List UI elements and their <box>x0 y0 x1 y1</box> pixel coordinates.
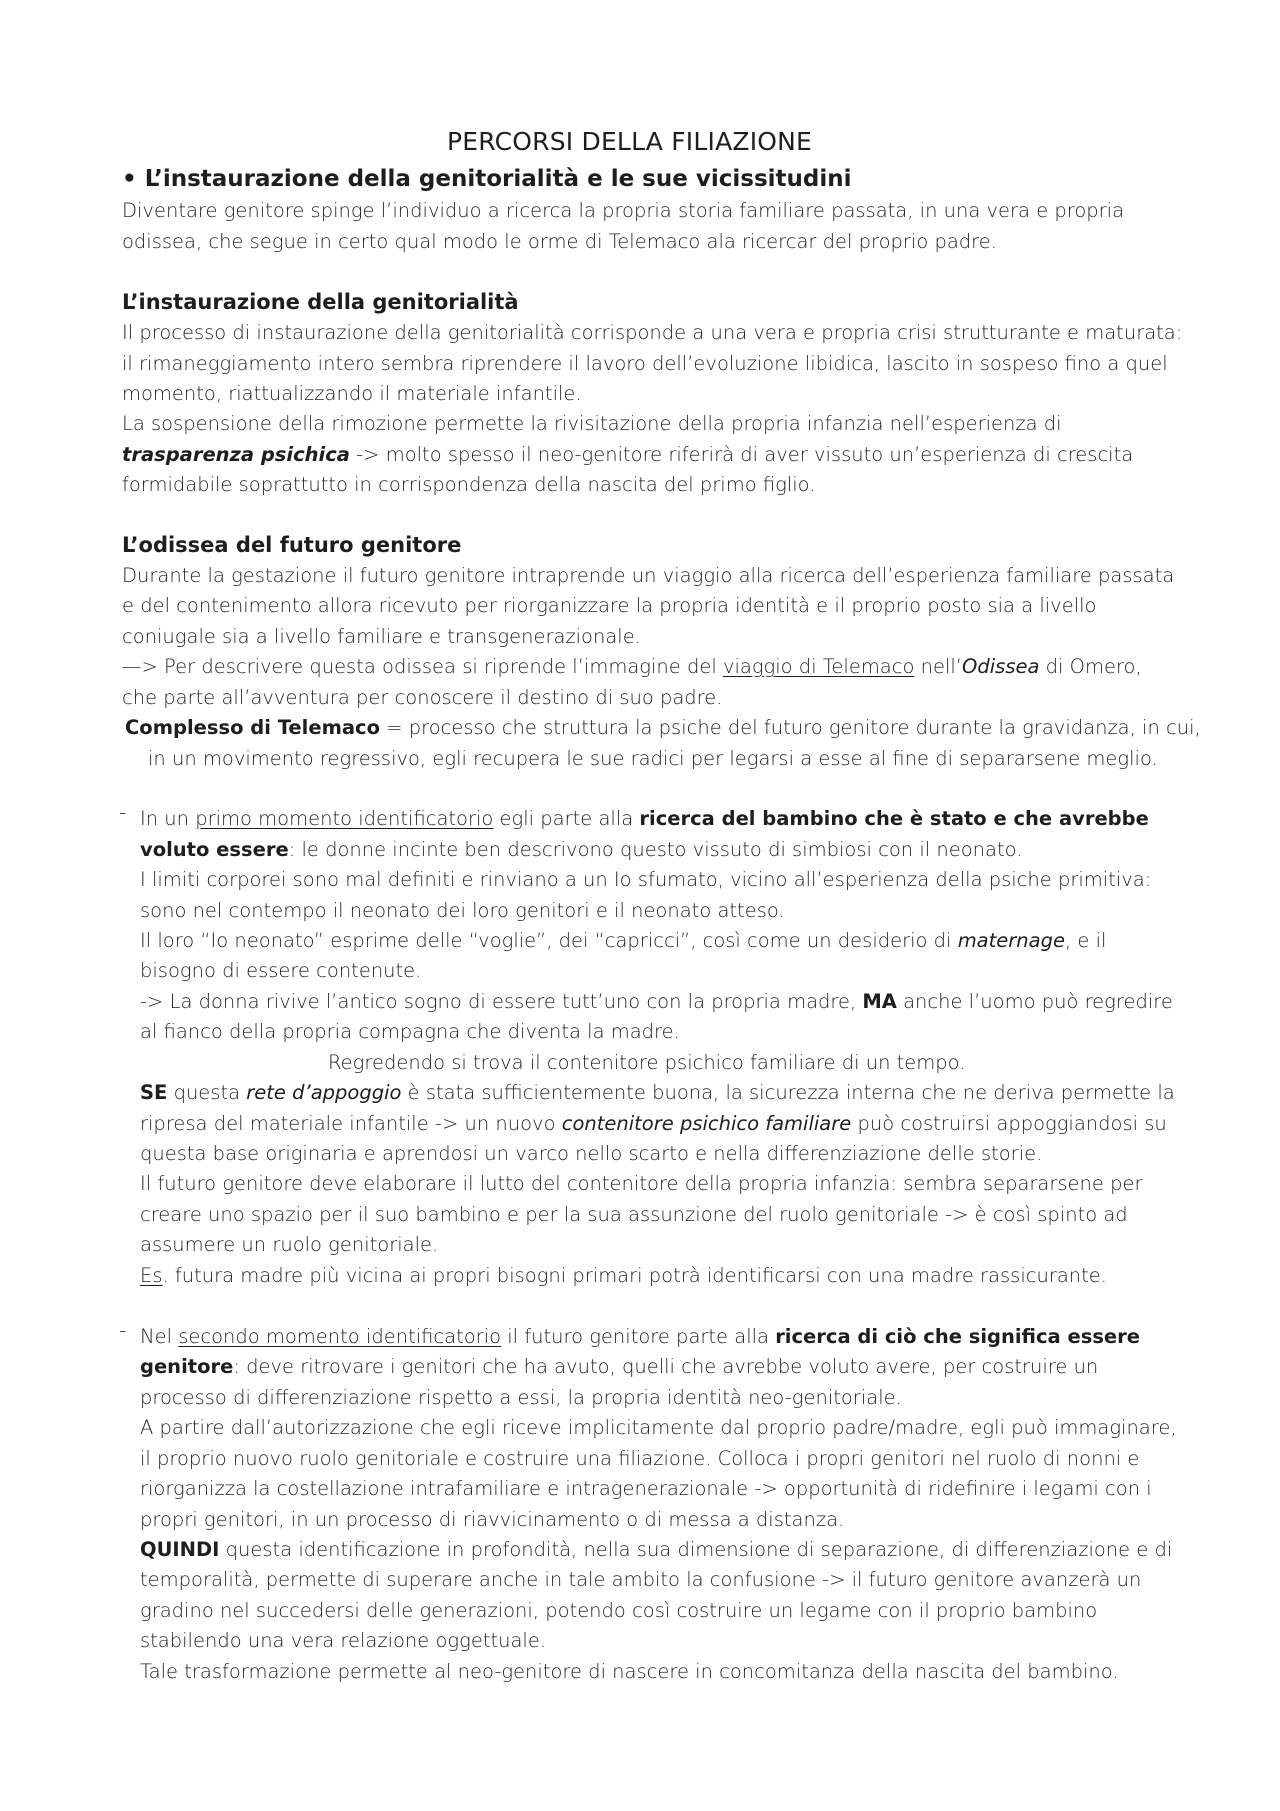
list-item-line: il proprio nuovo ruolo genitoriale e costruire una filiazione. Colloca i propri genitori nel ruolo di nonni e <box>140 1447 1140 1470</box>
subheading-instaurazione: L’instaurazione della genitorialità <box>122 290 519 314</box>
list-item-line: ripresa del materiale infantile -> un nuovo contenitore psichico familiare può costruirsi appoggiandosi su <box>140 1112 1167 1135</box>
list-item-line: stabilendo una vera relazione oggettuale. <box>140 1629 547 1652</box>
paragraph-line: formidabile soprattutto in corrispondenza della nascita del primo figlio. <box>122 473 816 496</box>
list-item-line: assumere un ruolo genitoriale. <box>140 1233 439 1256</box>
list-item-line: -> La donna rivive l’antico sogno di essere tutt’uno con la propria madre, MA anche l’uomo può regredire <box>140 990 1173 1013</box>
list-item-line: Es. futura madre più vicina ai propri bisogni primari potrà identificarsi con una madre rassicurante. <box>140 1264 1107 1287</box>
list-item-line: creare uno spazio per il suo bambino e per la sua assunzione del ruolo genitoriale -> è così spinto ad <box>140 1203 1128 1226</box>
page-title: PERCORSI DELLA FILIAZIONE <box>447 127 813 156</box>
paragraph-line: e del contenimento allora ricevuto per riorganizzare la propria identità e il proprio posto sia a livello <box>122 594 1097 617</box>
intro-line: odissea, che segue in certo qual modo le orme di Telemaco ala ricercar del proprio padre. <box>122 230 997 253</box>
paragraph-line: trasparenza psichica -> molto spesso il neo-genitore riferirà di aver vissuto un’esperienza di crescita <box>122 443 1134 466</box>
list-item-line: Il loro “Io neonato” esprime delle “voglie”, dei “capricci”, così come un desiderio di maternage, e il <box>140 929 1107 952</box>
list-item-line: gradino nel succedersi delle generazioni, potendo così costruire un legame con il proprio bambino <box>140 1599 1098 1622</box>
paragraph-line: Il processo di instaurazione della genitorialità corrisponde a una vera e propria crisi strutturante e maturata: <box>122 321 1183 344</box>
list-item-line: QUINDI questa identificazione in profondità, nella sua dimensione di separazione, di differenziazione e di <box>140 1538 1173 1561</box>
centered-line: Regredendo si trova il contenitore psichico familiare di un tempo. <box>328 1051 966 1074</box>
definition-line: in un movimento regressivo, egli recupera le sue radici per legarsi a esse al fine di separarsene meglio. <box>148 747 1158 770</box>
list-item-line: riorganizza la costellazione intrafamiliare e intragenerazionale -> opportunità di ridefinire i legami con i <box>140 1477 1152 1500</box>
paragraph-line: coniugale sia a livello familiare e transgenerazionale. <box>122 625 641 648</box>
list-item-line: temporalità, permette di superare anche in tale ambito la confusione -> il futuro genitore avanzerà un <box>140 1568 1142 1591</box>
list-item-line: processo di differenziazione rispetto a essi, la propria identità neo-genitoriale. <box>140 1386 902 1409</box>
list-item-line: questa base originaria e aprendosi un varco nello scarto e nella differenziazione delle storie. <box>140 1142 1043 1165</box>
list-item-line: bisogno di essere contenute. <box>140 959 422 982</box>
paragraph-line: momento, riattualizzando il materiale infantile. <box>122 382 582 405</box>
list-item-line: propri genitori, in un processo di riavvicinamento o di messa a distanza. <box>140 1508 845 1531</box>
definition-line: Complesso di Telemaco = processo che struttura la psiche del futuro genitore durante la gravidanza, in cui, <box>125 716 1201 739</box>
list-item-line: al fianco della propria compagna che diventa la madre. <box>140 1020 680 1043</box>
list-item-line: I limiti corporei sono mal definiti e rinviano a un Io sfumato, vicino all’esperienza della psiche primitiva: <box>140 868 1152 891</box>
paragraph-line: Durante la gestazione il futuro genitore intraprende un viaggio alla ricerca dell’esperienza familiare passata <box>122 564 1175 587</box>
list-item-line: SE questa rete d’appoggio è stata sufficientemente buona, la sicurezza interna che ne deriva permette la <box>140 1081 1175 1104</box>
list-item-line: Nel secondo momento identificatorio il futuro genitore parte alla ricerca di ciò che significa essere <box>140 1325 1140 1348</box>
list-item-line: In un primo momento identificatorio egli parte alla ricerca del bambino che è stato e che avrebbe <box>140 807 1149 830</box>
intro-line: Diventare genitore spinge l’individuo a ricerca la propria storia familiare passata, in una vera e propria <box>122 199 1125 222</box>
list-item-line: genitore: deve ritrovare i genitori che ha avuto, quelli che avrebbe voluto avere, per costruire un <box>140 1355 1099 1378</box>
list-item-line: A partire dall’autorizzazione che egli riceve implicitamente dal proprio padre/madre, egli può immaginare, <box>140 1416 1177 1439</box>
paragraph-line: —> Per descrivere questa odissea si riprende l’immagine del viaggio di Telemaco nell’Odissea di Omero, <box>122 655 1142 678</box>
subheading-odissea: L’odissea del futuro genitore <box>122 533 462 557</box>
list-item-line: Il futuro genitore deve elaborare il lutto del contenitore della propria infanzia: sembra separarsene per <box>140 1172 1143 1195</box>
list-dash: - <box>119 800 127 824</box>
list-item-line: sono nel contempo il neonato dei loro genitori e il neonato atteso. <box>140 899 785 922</box>
paragraph-line: che parte all’avventura per conoscere il destino di suo padre. <box>122 686 723 709</box>
paragraph-line: La sospensione della rimozione permette la rivisitazione della propria infanzia nell’esperienza di <box>122 412 1062 435</box>
paragraph-line: il rimaneggiamento intero sembra riprendere il lavoro dell’evoluzione libidica, lascito in sospeso fino a quel <box>122 352 1168 375</box>
bullet: • <box>122 166 137 192</box>
list-item-line: voluto essere: le donne incinte ben descrivono questo vissuto di simbiosi con il neonato. <box>140 838 1023 861</box>
list-item-line: Tale trasformazione permette al neo-genitore di nascere in concomitanza della nascita del bambino. <box>140 1660 1119 1683</box>
section-heading: • L’instaurazione della genitorialità e le sue vicissitudini <box>122 166 852 192</box>
list-dash: - <box>119 1318 127 1342</box>
